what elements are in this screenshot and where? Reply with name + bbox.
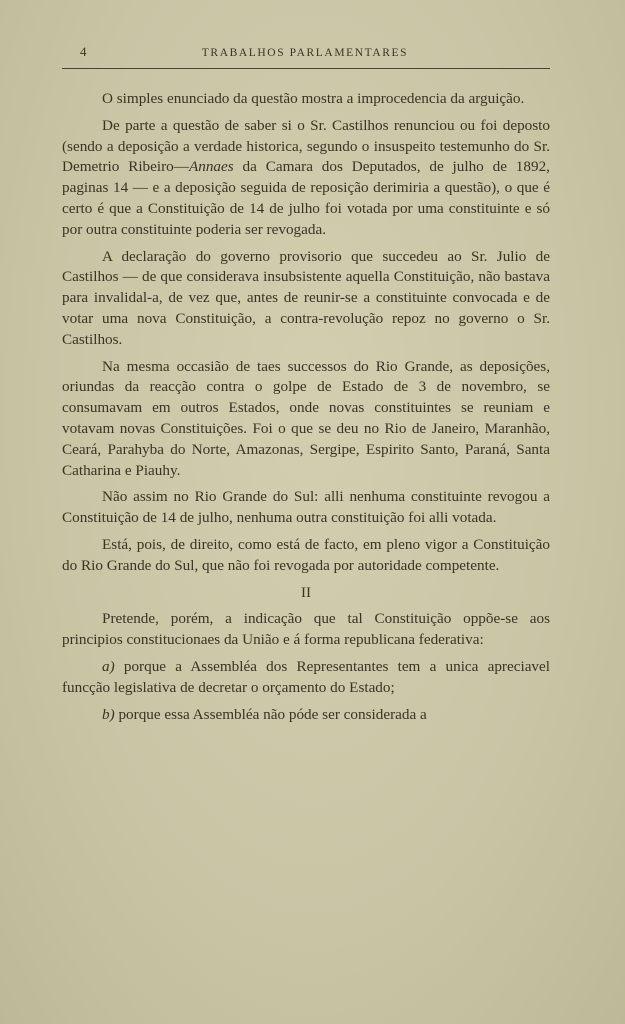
list-item-label: b)	[102, 705, 115, 723]
page-number: 4	[80, 44, 87, 59]
document-page	[62, 44, 550, 731]
list-item-b	[62, 705, 550, 726]
paragraph-2-part-2: da Camara dos Deputados, de julho de 1892, paginas 14 — e a deposição seguida de reposição derimiria a questão), o que é certo é que a Constituição de 14 de julho foi votada por uma constituinte e só por outra constituinte poderia ser revogada.	[62, 158, 550, 238]
source-citation: Annaes	[188, 158, 234, 176]
running-head: TRABALHOS PARLAMENTARES	[201, 47, 409, 59]
paragraph-3: A declaração do governo provisorio que succedeu ao Sr. Julio de Castilhos — de que considerava insubsistente aquella Constituição, não bastava para invalidal-a, de vez que, antes de reunir-se a constituinte convocada e de votar uma nova Constituição, a contra-revolução repoz no governo o Sr. Castilhos.	[62, 247, 550, 348]
section-heading: II	[301, 584, 311, 601]
list-item-text: porque a Assembléa dos Representantes tem a unica apreciavel funcção legislativa de decretar o orçamento do Estado;	[62, 657, 550, 696]
paragraph-5: Não assim no Rio Grande do Sul: alli nenhuma constituinte revogou a Constituição de 14 de julho, nenhuma outra constituição foi alli votada.	[62, 488, 550, 527]
list-item-text: porque essa Assembléa não póde ser considerada a	[114, 705, 427, 723]
paragraph-2	[62, 116, 550, 241]
body-text	[62, 89, 550, 725]
paragraph-2-part-1: De parte a questão de saber si o Sr. Castilhos renunciou ou foi deposto (sendo a deposição a verdade historica, segundo o insuspeito testemunho do Sr. Demetrio Ribeiro—	[62, 116, 550, 176]
list-item-label: a)	[102, 657, 115, 675]
list-item-a	[62, 657, 550, 699]
section-2-intro: Pretende, porém, a indicação que tal Constituição oppõe-se aos principios constitucionaes da União e á forma republicana federativa:	[62, 610, 550, 649]
paragraph-6: Está, pois, de direito, como está de facto, em pleno vigor a Constituição do Rio Grande do Sul, que não foi revogada por autoridade competente.	[62, 535, 550, 574]
paragraph-1: O simples enunciado da questão mostra a improcedencia da arguição.	[102, 90, 525, 107]
paragraph-4: Na mesma occasião de taes successos do Rio Grande, as deposições, oriundas da reacção contra o golpe de Estado de 3 de novembro, se consumavam em outros Estados, onde novas constituintes se reuniam e votavam novas Constituições. Foi o que se deu no Rio de Janeiro, Maranhão, Ceará, Parahyba do Norte, Amazonas, Sergipe, Espirito Santo, Paraná, Santa Catharina e Piauhy.	[62, 357, 550, 479]
page-header	[62, 44, 550, 69]
